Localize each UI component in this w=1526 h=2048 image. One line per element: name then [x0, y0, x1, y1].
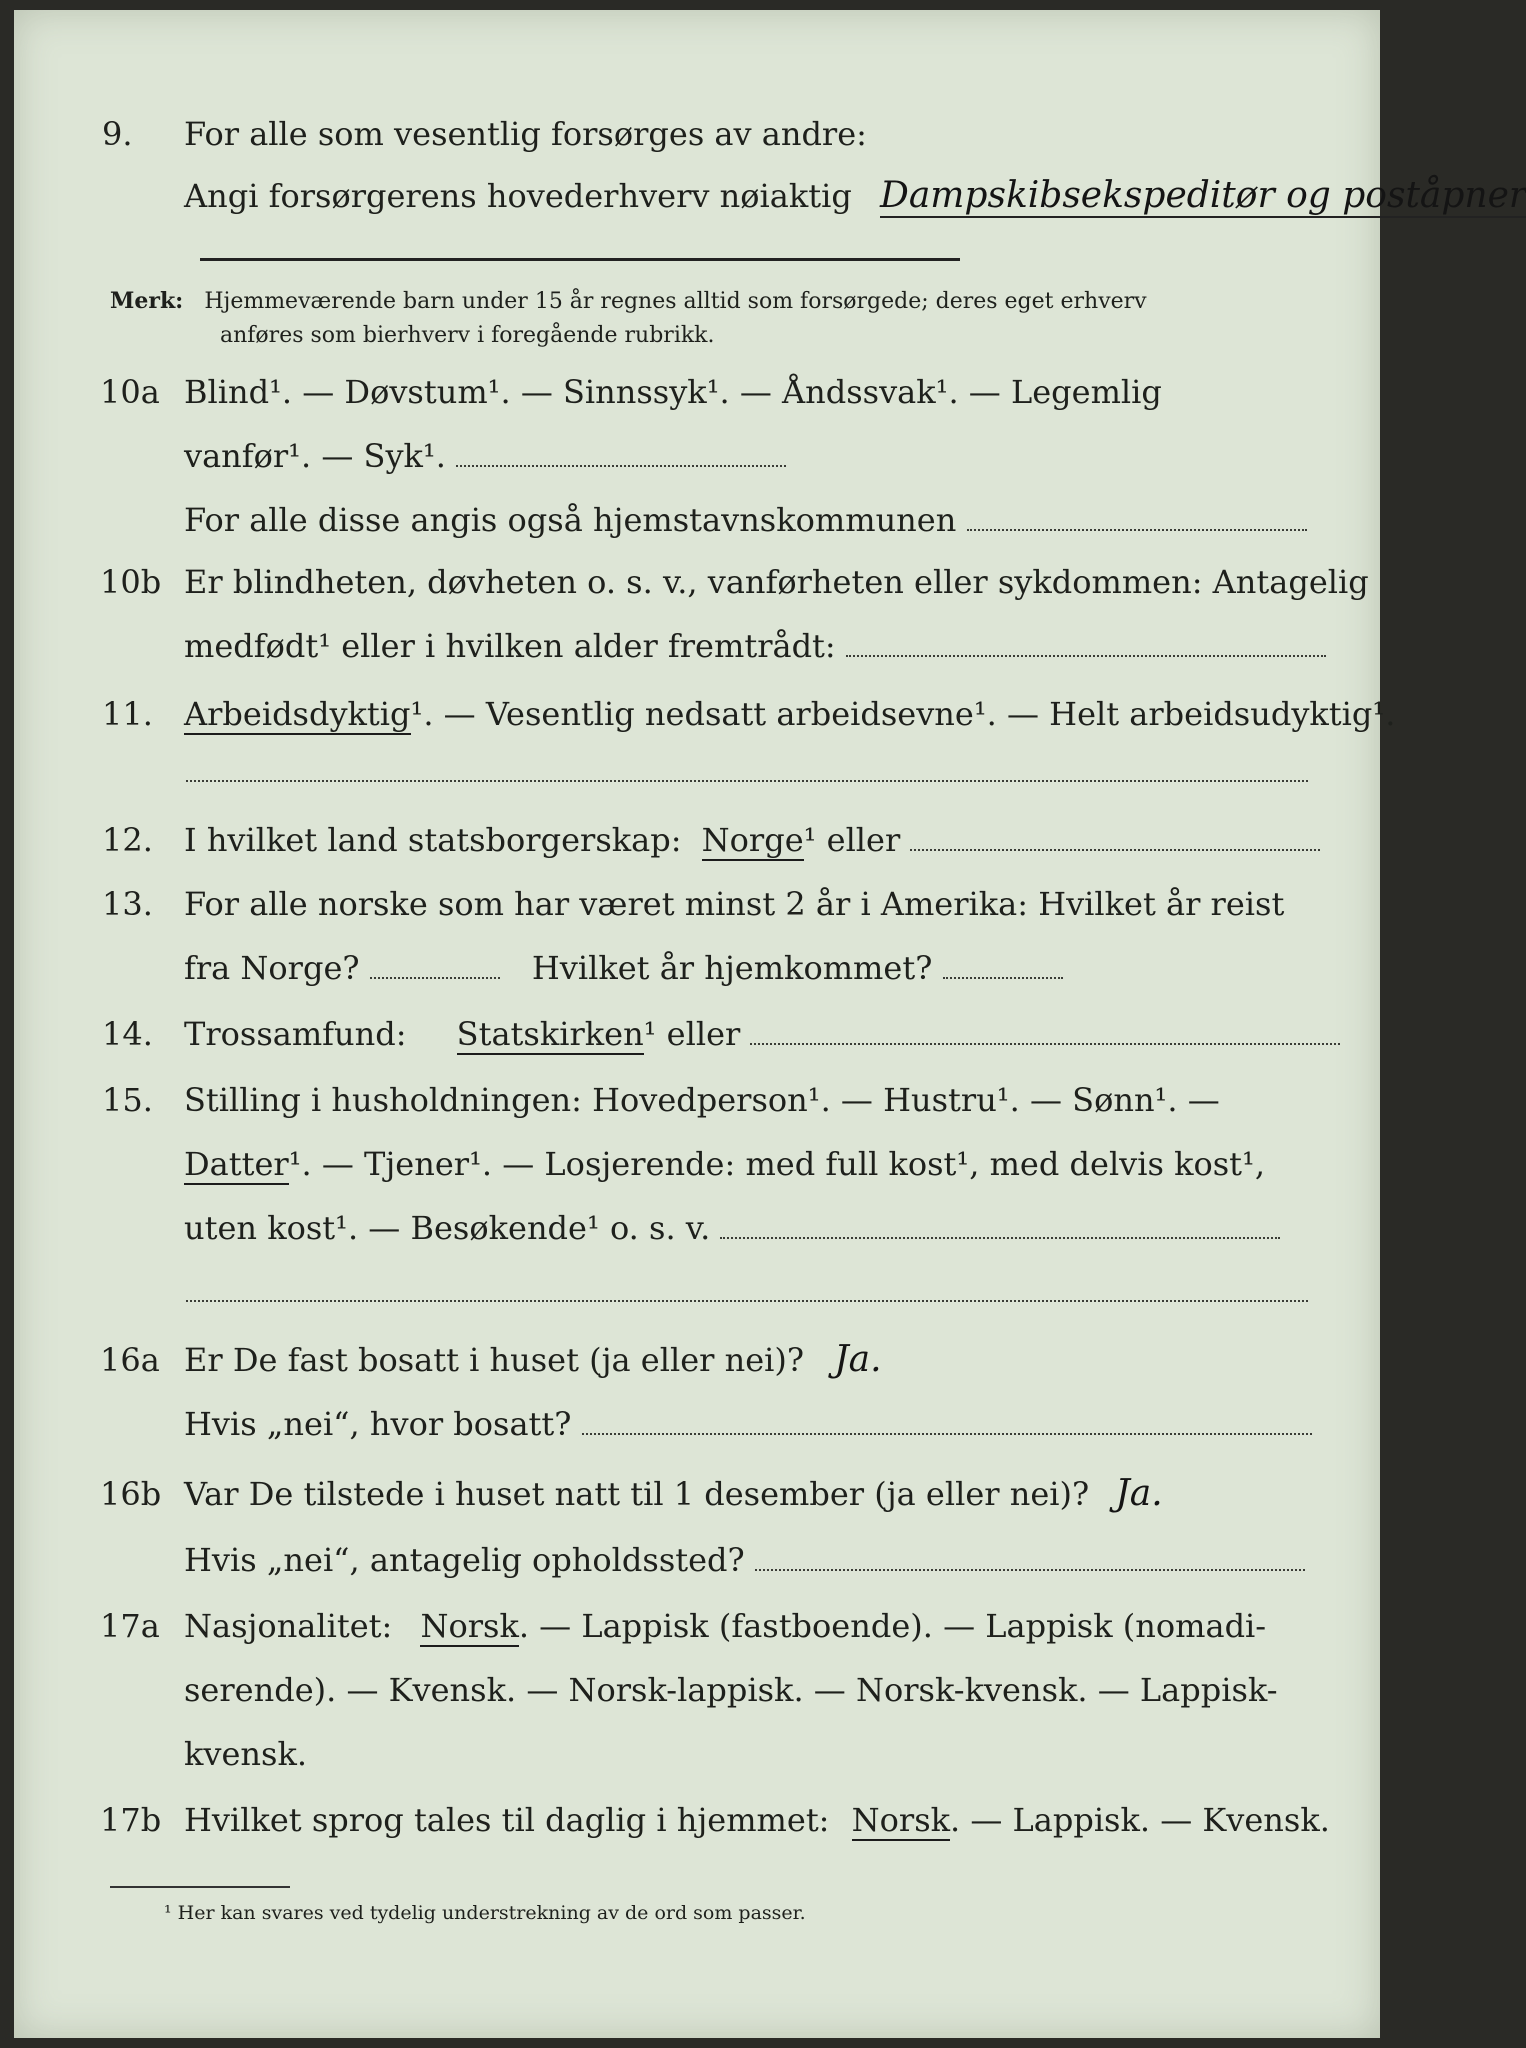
- q15-text-3: uten kost¹. — Besøkende¹ o. s. v.: [184, 1209, 711, 1247]
- q16b-text-1: Var De tilstede i huset natt til 1 desember (ja eller nei)?: [184, 1475, 1090, 1513]
- q16b-handwritten-answer: Ja.: [1115, 1473, 1163, 1514]
- q15-option-datter[interactable]: Datter: [184, 1145, 289, 1183]
- q17a-number: 17a: [100, 1607, 160, 1645]
- q10a-text-3: For alle disse angis også hjemstavnskommunen: [184, 501, 957, 539]
- q16b-opphold-field[interactable]: [755, 1543, 1305, 1571]
- q16b-number: 16b: [100, 1475, 162, 1513]
- q12-number: 12.: [102, 821, 153, 859]
- q13-text-2a: fra Norge?: [184, 949, 360, 987]
- q11-number: 11.: [102, 695, 153, 733]
- q13-reist-field[interactable]: [370, 951, 500, 979]
- q14-other-field[interactable]: [750, 1017, 1340, 1045]
- q12-option-norge[interactable]: Norge: [701, 821, 804, 859]
- q10b-text-2: medfødt¹ eller i hvilken alder fremtrådt:: [184, 627, 836, 665]
- q16a-number: 16a: [100, 1341, 160, 1379]
- merk-text-1: Hjemmeværende barn under 15 år regnes alltid som forsørgede; deres eget erhverv: [204, 289, 1147, 314]
- q14-number: 14.: [102, 1015, 153, 1053]
- footnote-rule: [110, 1886, 290, 1888]
- q10a-number: 10a: [100, 373, 160, 411]
- q15-text-2: ¹. — Tjener¹. — Losjerende: med full kost¹, med delvis kost¹,: [288, 1145, 1266, 1183]
- q11-blank-line[interactable]: [186, 780, 1308, 782]
- q10a-text-1: Blind¹. — Døvstum¹. — Sinnssyk¹. — Åndssvak¹. — Legemlig: [184, 373, 1162, 411]
- merk-text-2: anføres som bierhverv i foregående rubrikk.: [220, 323, 715, 348]
- q15-blank-line[interactable]: [186, 1300, 1308, 1302]
- q10a-text-2: vanfør¹. — Syk¹.: [184, 437, 446, 475]
- q17a-text-pre: Nasjonalitet:: [184, 1607, 393, 1645]
- q14-option-statskirken[interactable]: Statskirken: [456, 1015, 644, 1053]
- q17b-text-rest: . — Lappisk. — Kvensk.: [950, 1801, 1330, 1839]
- q9-number: 9.: [102, 115, 133, 153]
- q9-handwritten-answer: Dampskibsekspeditør og poståpner: [879, 175, 1526, 216]
- q17a-text-rest: . — Lappisk (fastboende). — Lappisk (nomadi-: [518, 1607, 1267, 1645]
- q13-text-1: For alle norske som har været minst 2 år i Amerika: Hvilket år reist: [184, 885, 1285, 923]
- q12-other-field[interactable]: [910, 823, 1320, 851]
- q17a-text-3: kvensk.: [184, 1735, 307, 1773]
- q9-text-2: Angi forsørgerens hovederhverv nøiaktig: [184, 177, 852, 215]
- q17b-option-norsk[interactable]: Norsk: [851, 1801, 950, 1839]
- q17a-option-norsk[interactable]: Norsk: [420, 1607, 519, 1645]
- q12-text-post: ¹ eller: [803, 821, 901, 859]
- q15-text-1: Stilling i husholdningen: Hovedperson¹. — Hustru¹. — Sønn¹. —: [184, 1081, 1220, 1119]
- q10b-number: 10b: [100, 563, 162, 601]
- q10a-hjemstavn-field[interactable]: [967, 503, 1307, 531]
- q14-text-pre: Trossamfund:: [184, 1015, 407, 1053]
- q9-text-1: For alle som vesentlig forsørges av andre:: [184, 115, 867, 153]
- q13-text-2b: Hvilket år hjemkommet?: [531, 949, 933, 987]
- q16a-text-1: Er De fast bosatt i huset (ja eller nei)?: [184, 1341, 805, 1379]
- q11-option-arbeidsdyktig[interactable]: Arbeidsdyktig: [184, 695, 411, 733]
- q16a-text-2: Hvis „nei“, hvor bosatt?: [184, 1405, 572, 1443]
- q9-answer-line: [200, 258, 960, 261]
- q16a-bosatt-field[interactable]: [582, 1407, 1312, 1435]
- footnote: ¹ Her kan svares ved tydelig understrekning av de ord som passer.: [164, 1902, 806, 1924]
- merk-label: Merk:: [110, 288, 184, 314]
- q13-hjemkommet-field[interactable]: [943, 951, 1063, 979]
- q16b-text-2: Hvis „nei“, antagelig opholdssted?: [184, 1541, 745, 1579]
- census-form-page: [14, 10, 1526, 2038]
- q10a-syk-field[interactable]: [456, 439, 786, 467]
- q13-number: 13.: [102, 885, 153, 923]
- q10b-alder-field[interactable]: [846, 629, 1326, 657]
- q15-number: 15.: [102, 1081, 153, 1119]
- q15-other-field[interactable]: [720, 1211, 1280, 1239]
- q10b-text-1: Er blindheten, døvheten o. s. v., vanførheten eller sykdommen: Antagelig: [184, 563, 1369, 601]
- q17b-text-pre: Hvilket sprog tales til daglig i hjemmet:: [184, 1801, 830, 1839]
- q12-text-pre: I hvilket land statsborgerskap:: [184, 821, 682, 859]
- q16a-handwritten-answer: Ja.: [834, 1339, 882, 1380]
- merk-note: [110, 284, 1320, 353]
- q14-text-post: ¹ eller: [643, 1015, 741, 1053]
- q17b-number: 17b: [100, 1801, 162, 1839]
- q11-text-rest: ¹. — Vesentlig nedsatt arbeidsevne¹. — Helt arbeidsudyktig¹.: [410, 695, 1396, 733]
- q17a-text-2: serende). — Kvensk. — Norsk-lappisk. — Norsk-kvensk. — Lappisk-: [184, 1671, 1278, 1709]
